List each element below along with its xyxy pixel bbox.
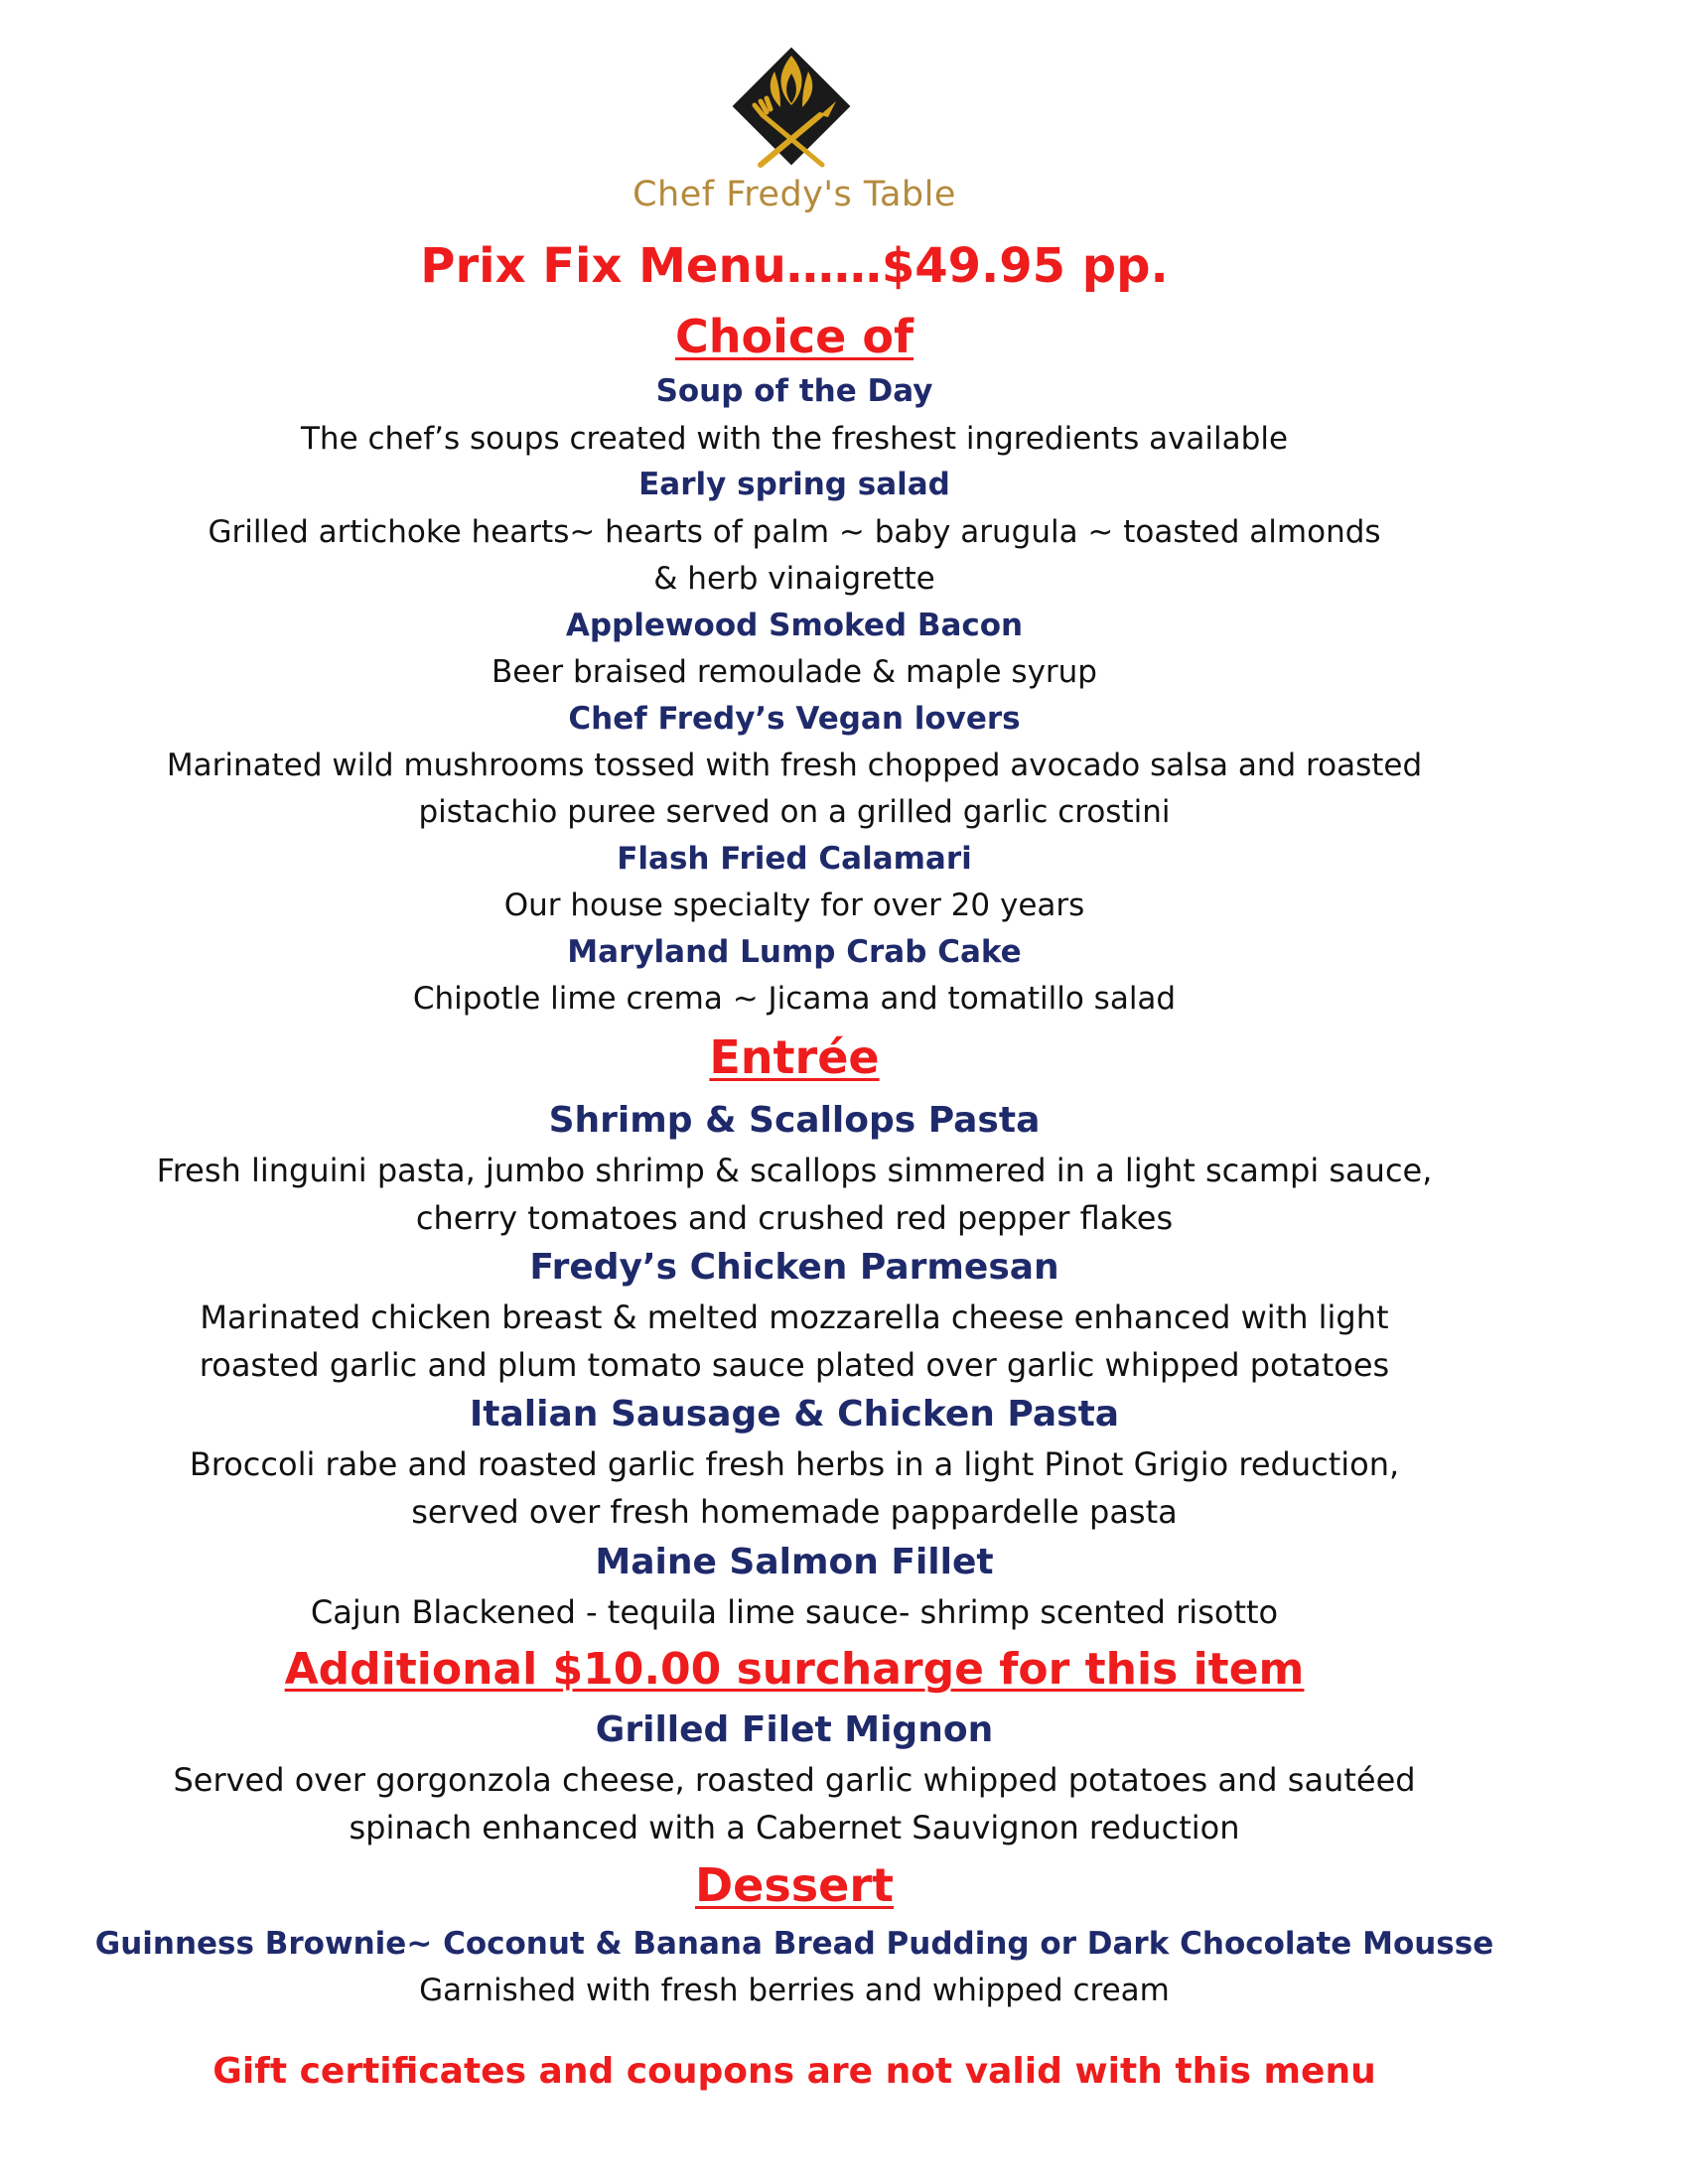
dish-description: & herb vinaigrette (653, 561, 935, 597)
dish-description: Our house specialty for over 20 years (503, 887, 1085, 923)
dish-description: served over fresh homemade pappardelle pasta (411, 1493, 1178, 1531)
dish-name: Flash Fried Calamari (617, 841, 972, 877)
dessert-description: Garnished with fresh berries and whipped cream (419, 1973, 1170, 2008)
surcharge-notice: Additional $10.00 surcharge for this item (284, 1644, 1305, 1695)
dish-name: Fredy’s Chicken Parmesan (529, 1247, 1059, 1288)
dish-description: Broccoli rabe and roasted garlic fresh herbs in a light Pinot Grigio reduction, (189, 1445, 1400, 1483)
dish-description: The chef’s soups created with the freshest ingredients available (300, 421, 1289, 457)
dish-description: Grilled artichoke hearts~ hearts of palm ~ baby arugula ~ toasted almonds (208, 514, 1381, 550)
flame-fork-knife-icon (719, 34, 864, 179)
dish-name: Early spring salad (638, 467, 950, 502)
section-heading-starters: Choice of (675, 310, 914, 363)
dish-description: Fresh linguini pasta, jumbo shrimp & scallops simmered in a light scampi sauce, (156, 1152, 1433, 1189)
dish-name: Grilled Filet Mignon (595, 1709, 994, 1750)
dish-description: Chipotle lime crema ~ Jicama and tomatillo salad (412, 981, 1177, 1017)
dish-description: Marinated chicken breast & melted mozzarella cheese enhanced with light (200, 1298, 1389, 1336)
dish-name: Chef Fredy’s Vegan lovers (568, 701, 1021, 737)
dish-name: Italian Sausage & Chicken Pasta (469, 1394, 1120, 1434)
restaurant-name: Chef Fredy's Table (633, 175, 956, 214)
dish-description: roasted garlic and plum tomato sauce plated over garlic whipped potatoes (199, 1346, 1390, 1384)
dish-description: Beer braised remoulade & maple syrup (492, 654, 1097, 690)
dish-description: Cajun Blackened - tequila lime sauce- shrimp scented risotto (310, 1593, 1279, 1631)
section-heading-entree: Entrée (709, 1030, 880, 1084)
dessert-options: Guinness Brownie~ Coconut & Banana Bread Pudding or Dark Chocolate Mousse (94, 1926, 1494, 1962)
section-heading-dessert: Dessert (694, 1858, 894, 1912)
dish-description: pistachio puree served on a grilled garlic crostini (418, 794, 1171, 830)
dish-description: cherry tomatoes and crushed red pepper flakes (415, 1199, 1174, 1237)
dish-name: Applewood Smoked Bacon (565, 608, 1024, 643)
dish-name: Maryland Lump Crab Cake (567, 934, 1022, 970)
validity-notice: Gift certificates and coupons are not valid with this menu (212, 2051, 1376, 2092)
dish-name: Maine Salmon Fillet (595, 1542, 994, 1582)
dish-name: Soup of the Day (655, 373, 933, 409)
dish-description: Served over gorgonzola cheese, roasted garlic whipped potatoes and sautéed (173, 1761, 1416, 1799)
menu-title: Prix Fix Menu……$49.95 pp. (420, 238, 1169, 294)
dish-description: spinach enhanced with a Cabernet Sauvignon reduction (349, 1809, 1240, 1846)
dish-name: Shrimp & Scallops Pasta (548, 1100, 1041, 1141)
dish-description: Marinated wild mushrooms tossed with fresh chopped avocado salsa and roasted (166, 748, 1423, 783)
